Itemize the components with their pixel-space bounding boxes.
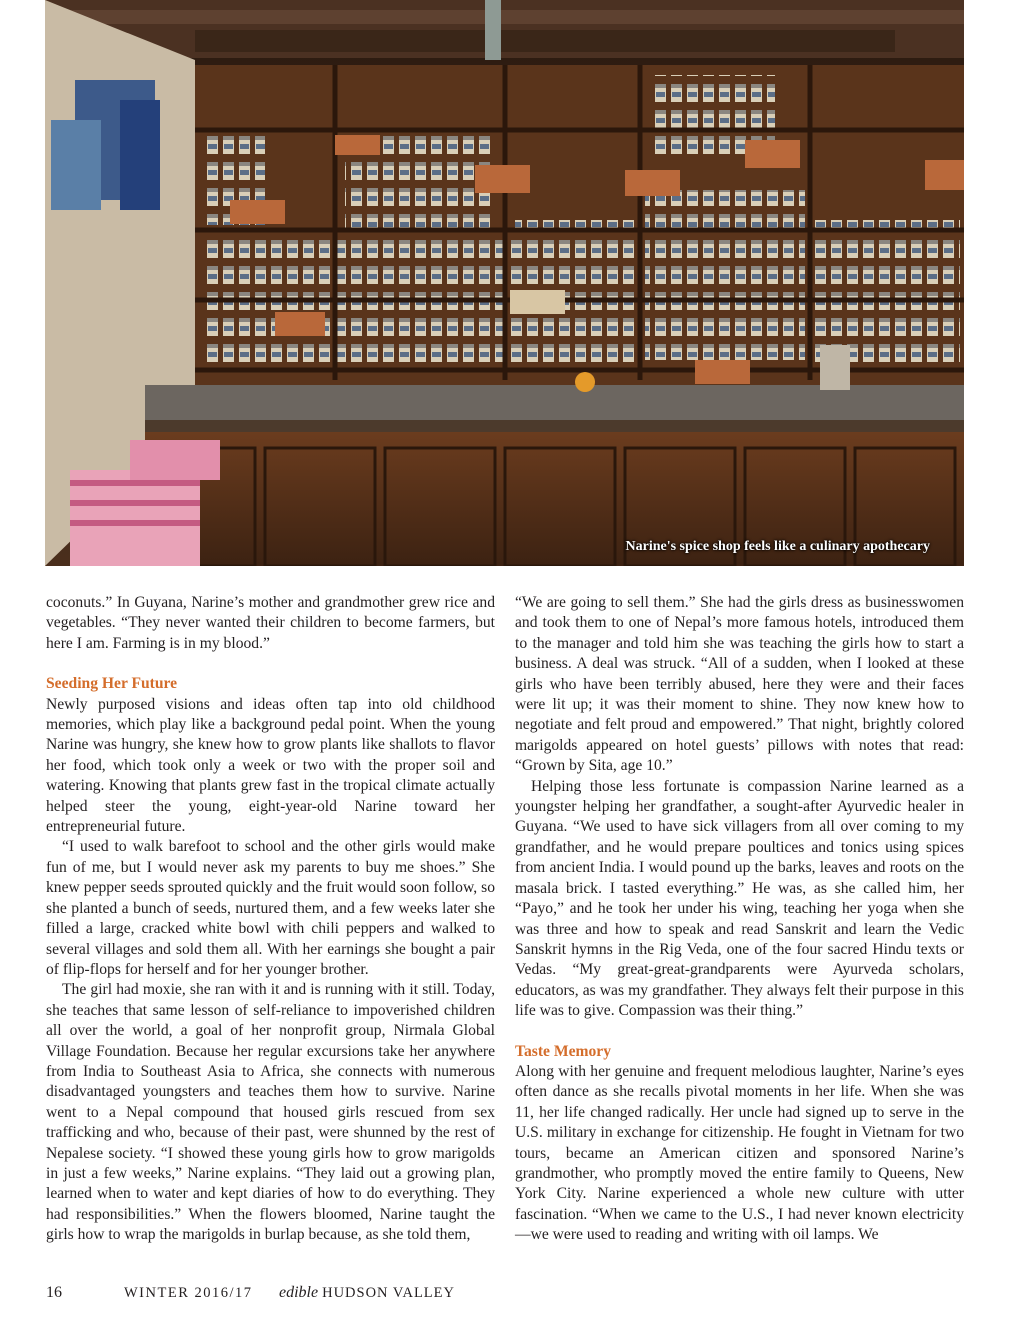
paragraph: Newly purposed visions and ideas often tap into old childhood memories, which play like a background pedal point. When the young Narine was hungry, she knew how to grow plants like shallots to flavor her food, which took only a week or two with the proper soil and watering. Knowing that plants grew fast in the tropical climate actually helped steer the young, eight-year-old Narine toward her entrepreneurial future. xyxy=(46,695,495,836)
photo-caption: Narine's spice shop feels like a culinary apothecary xyxy=(625,539,930,554)
paragraph: Along with her genuine and frequent melodious laughter, Narine’s eyes often dance as she recalls pivotal moments in her life. When she was 11, her life changed radically. Her uncle had signed up to serve in the U.S. military in exchange for citizenship. He fought in Vietnam for two tours, became an American citizen and sponsored Narine’s grandmother, who promptly moved the entire family to Queens, New York City. Narine experienced a whole new culture with utter fascination. “When we came to the U.S., I had never known electricity—we were used to reading and writing with oil lamps. We xyxy=(515,1062,964,1244)
paragraph: “I used to walk barefoot to school and the other girls would make fun of me, but I would never ask my parents to buy me shoes.” She knew pepper seeds sprouted quickly and the fruit would soon follow, so she planted a bunch of seeds, nurtured them, and a few weeks later she filled a large, cracked white bowl with chili peppers and walked to several villages and sold them all. With her earnings she bought a pair of flip-flops for herself and for her younger brother. xyxy=(46,838,495,978)
right-column xyxy=(515,593,964,1246)
section-heading: Seeding Her Future xyxy=(46,675,178,693)
photo-illustration xyxy=(45,0,964,566)
spice-shop-photo xyxy=(45,0,964,566)
magazine-name: HUDSON VALLEY xyxy=(322,1285,455,1301)
page-footer xyxy=(46,1284,455,1302)
issue-season: WINTER 2016/17 xyxy=(124,1285,253,1301)
paragraph: coconuts.” In Guyana, Narine’s mother and grandmother grew rice and vegetables. “They never wanted their children to become farmers, but here I am. Farming is in my blood.” xyxy=(46,594,495,652)
paragraph: “We are going to sell them.” She had the girls dress as businesswomen and took them to one of Nepal’s more famous hotels, introduced them to the manager and told him she was teaching the girls how to start a business. A deal was struck. “All of a sudden, when I looked at these girls who have been terribly abused, here they were and their faces were lit up; it was their moment to shine. They now knew how to negotiate and felt proud and empowered.” That night, brightly colored marigolds appeared on hotel guests’ pillows with notes that read: “Grown by Sita, age 10.” xyxy=(515,594,964,775)
left-column xyxy=(46,593,495,1246)
paragraph: Helping those less fortunate is compassion Narine learned as a youngster helping her grandfather, a sought-after Ayurvedic healer in Guyana. “We used to have sick villagers from all over coming to my grandfather, and he would prepare poultices and tonics using spices from ancient India. I would pound up the barks, leaves and roots on the masala brick. I tasted everything.” He was, as she called him, her “Payo,” and he took her under his wing, teaching her yoga when she was three and how to speak and read Sanskrit and learn the Vedic Sanskrit hymns in the Rig Veda, one of the four sacred Hindu texts or Vedas. “My great-great-grandparents were Ayurveda scholars, educators, as was my grandfather. They always felt their purpose in this life was to give. Compassion was their thing.” xyxy=(515,777,964,1020)
paragraph: The girl had moxie, she ran with it and is running with it still. Today, she teaches that same lesson of self-reliance to impoverished children all over the world, a goal of her nonprofit group, Nirmala Global Village Foundation. Because her regular excursions take her anywhere from India to Southeast Asia to Africa, she connects with numerous disadvantaged youngsters and teaches them how to survive. Narine went to a Nepal compound that housed girls rescued from sex trafficking and who, because of their past, were shunned by the rest of Nepalese society. “I showed these young girls how to grow marigolds in just a few weeks,” Narine explains. “They laid out a growing plan, learned when to water and kept diaries of how to do everything. They had responsibilities.” When the flowers bloomed, Narine taught the girls how to wrap the marigolds in burlap because, as she told them, xyxy=(46,981,495,1244)
magazine-edible: edible xyxy=(279,1284,319,1301)
section-heading: Taste Memory xyxy=(515,1042,611,1060)
page-number: 16 xyxy=(46,1284,62,1301)
